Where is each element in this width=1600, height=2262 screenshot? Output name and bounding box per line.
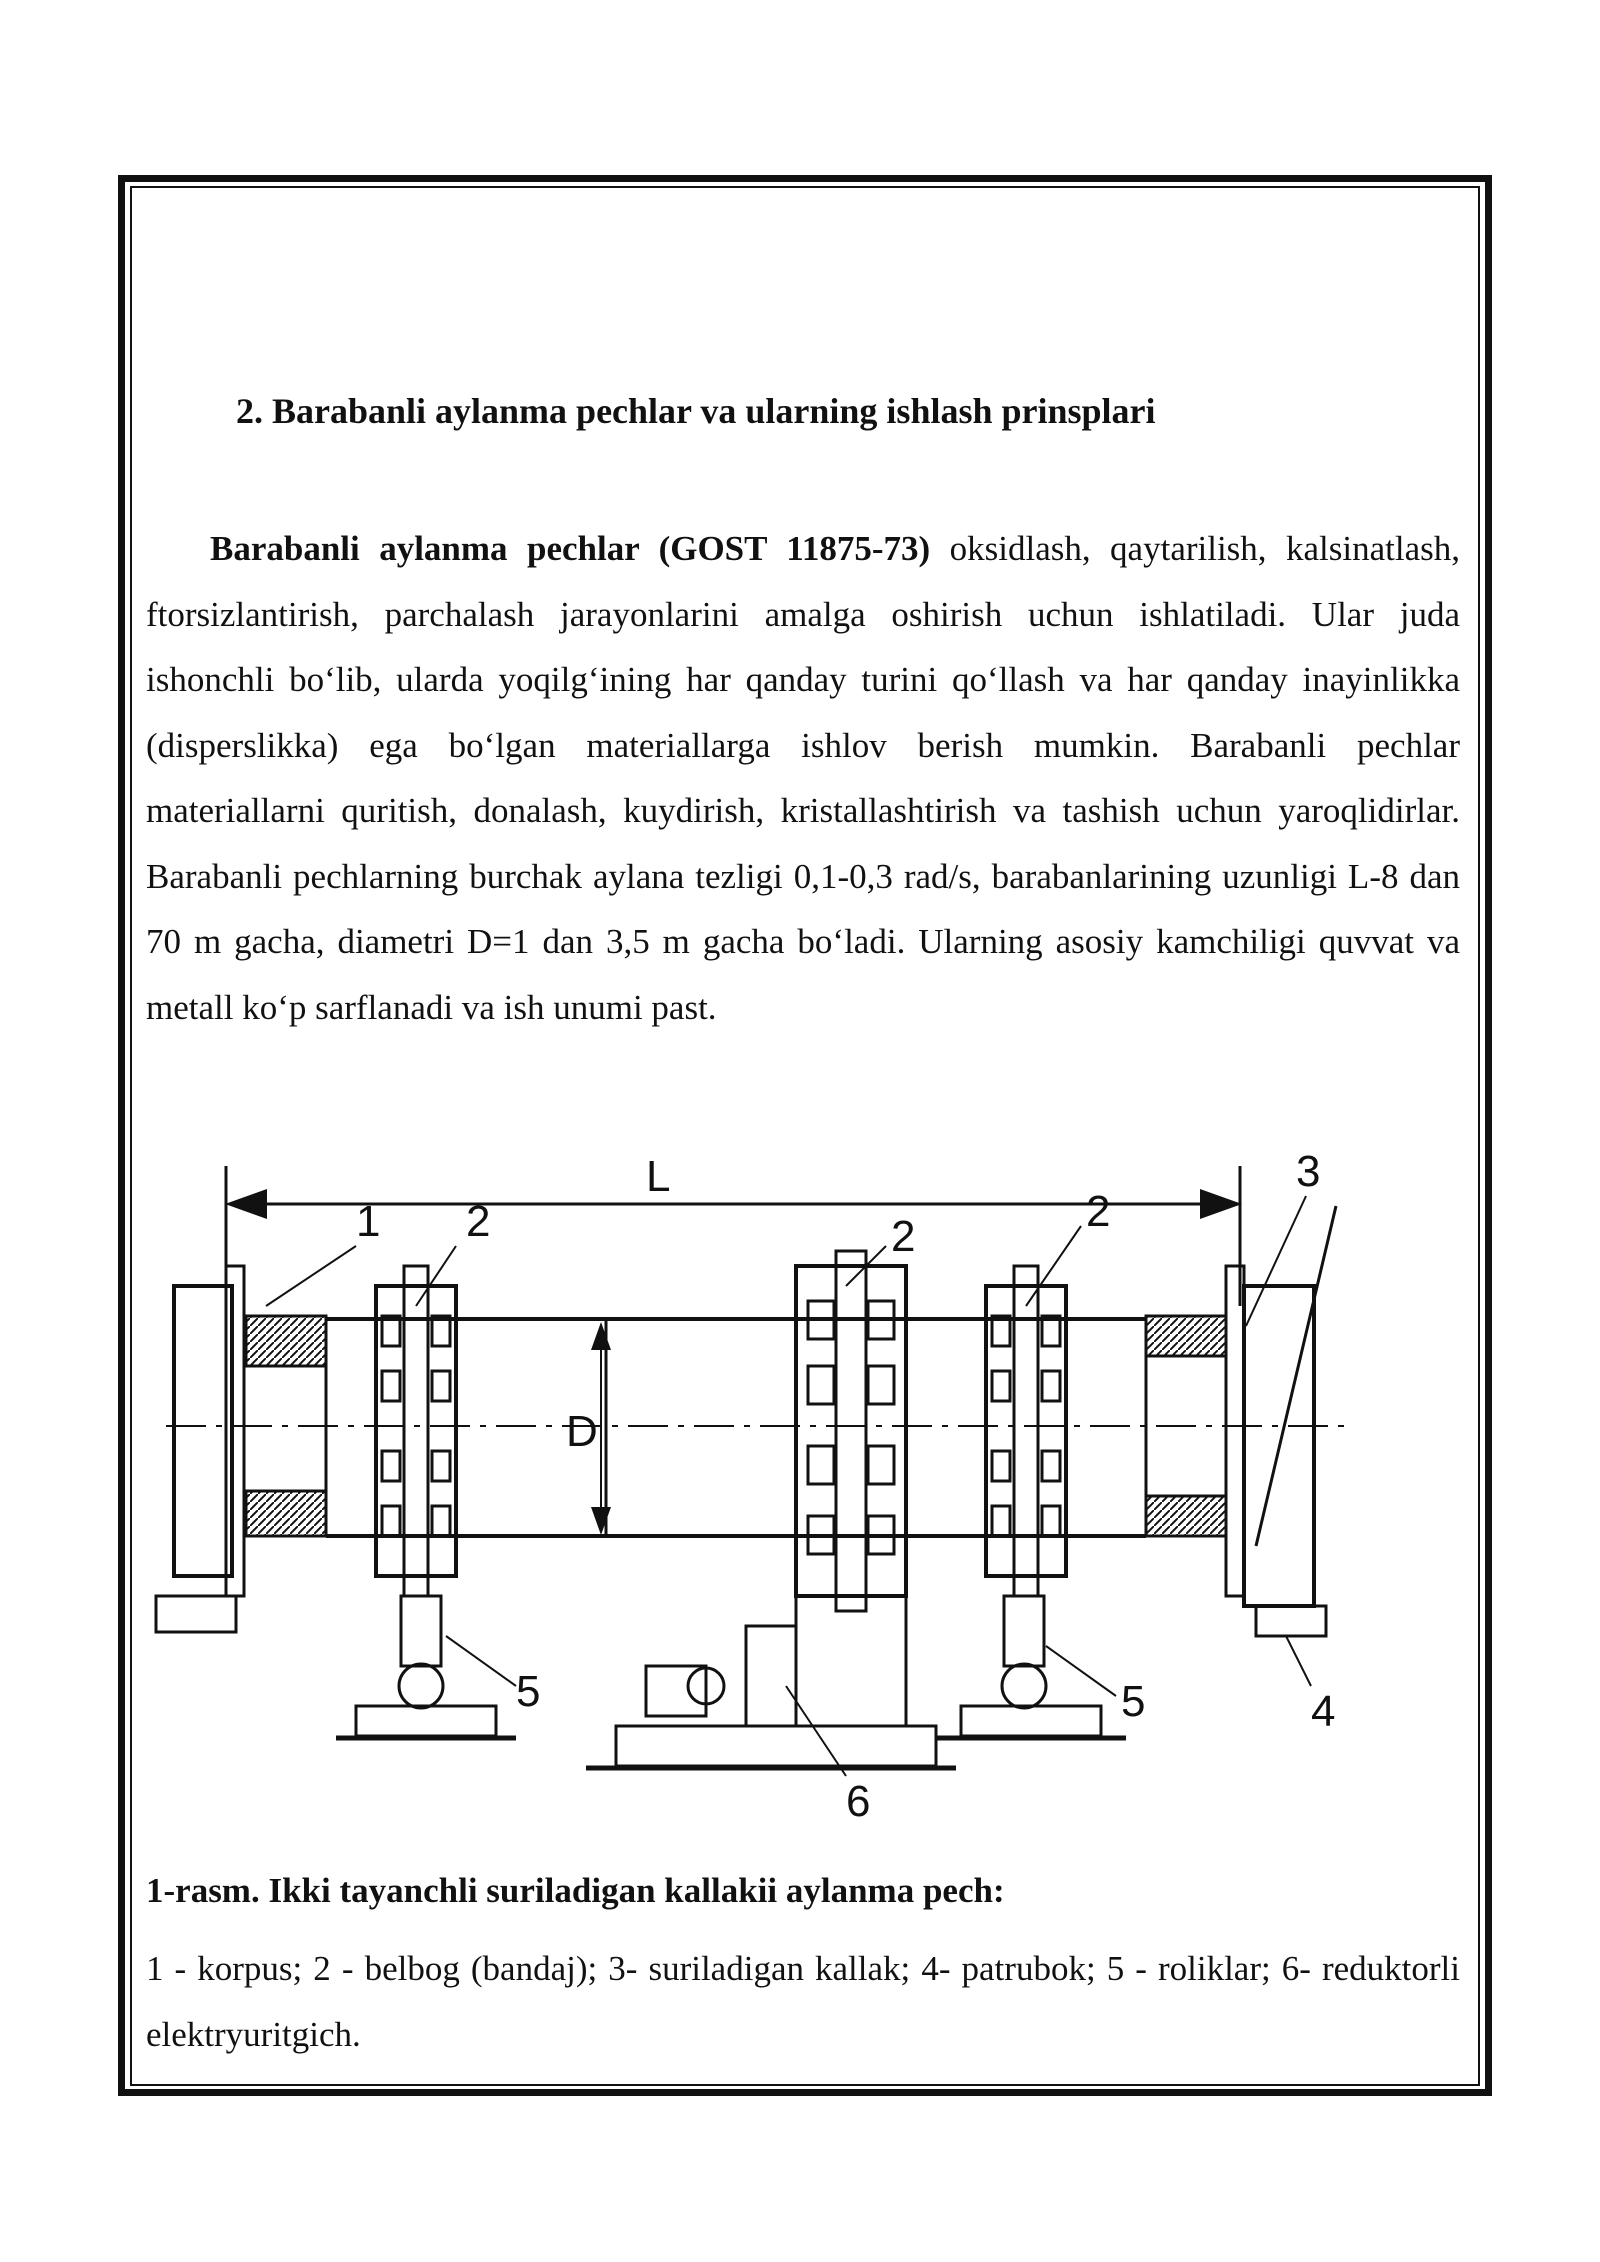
figure-caption-text: 1 - korpus; 2 - belbog (bandaj); 3- suriladigan kallak; 4- patrubok; 5 - roliklar; 6- reduktorli elektryuritgich. — [146, 1949, 1460, 2054]
label-5b: 5 — [1121, 1677, 1146, 1726]
label-2b: 2 — [891, 1212, 916, 1261]
label-1: 1 — [356, 1197, 381, 1246]
rotary-kiln-figure — [146, 1126, 1460, 1856]
paragraph-body: oksidlash, qaytarilish, kalsinatlash, ftorsizlantirish, parchalash jarayonlarini amalga oshirish uchun ishlatiladi. Ular juda ishonchli boʻlib, ularda yoqilgʻining har qanday turini qoʻllash va har qanday inayinlikka (disperslikka) ega boʻlgan materiallarga ishlov berish mumkin. Barabanli pechlar materiallarni quritish, donalash, kuydirish, kristallashtirish va tashish uchun yaroqlidirlar. Barabanli pechlarning burchak aylana tezligi 0,1-0,3 rad/s, barabanlarining uzunligi L-8 dan 70 m gacha, diametri D=1 dan 3,5 m gacha boʻladi. Ularning asosiy kamchiligi quvvat va metall koʻp sarflanadi va ish unumi past. — [146, 529, 1460, 1027]
rotary-kiln-drawing — [146, 1126, 1460, 1856]
body-paragraph — [146, 516, 1460, 1040]
label-6: 6 — [846, 1777, 871, 1826]
label-diameter: D — [566, 1407, 598, 1456]
label-2a: 2 — [466, 1197, 491, 1246]
section-title: 2. Barabanli aylanma pechlar va ularning ishlash prinsplari — [236, 391, 1156, 431]
label-2c: 2 — [1086, 1187, 1111, 1236]
label-length: L — [646, 1152, 671, 1201]
figure-caption-title: 1-rasm. Ikki tayanchli suriladigan kallakii aylanma pech: — [146, 1871, 1005, 1910]
label-4: 4 — [1311, 1687, 1336, 1736]
label-3: 3 — [1296, 1147, 1321, 1196]
paragraph-lead: Barabanli aylanma pechlar (GOST 11875-73) — [210, 529, 931, 568]
label-5a: 5 — [516, 1667, 541, 1716]
